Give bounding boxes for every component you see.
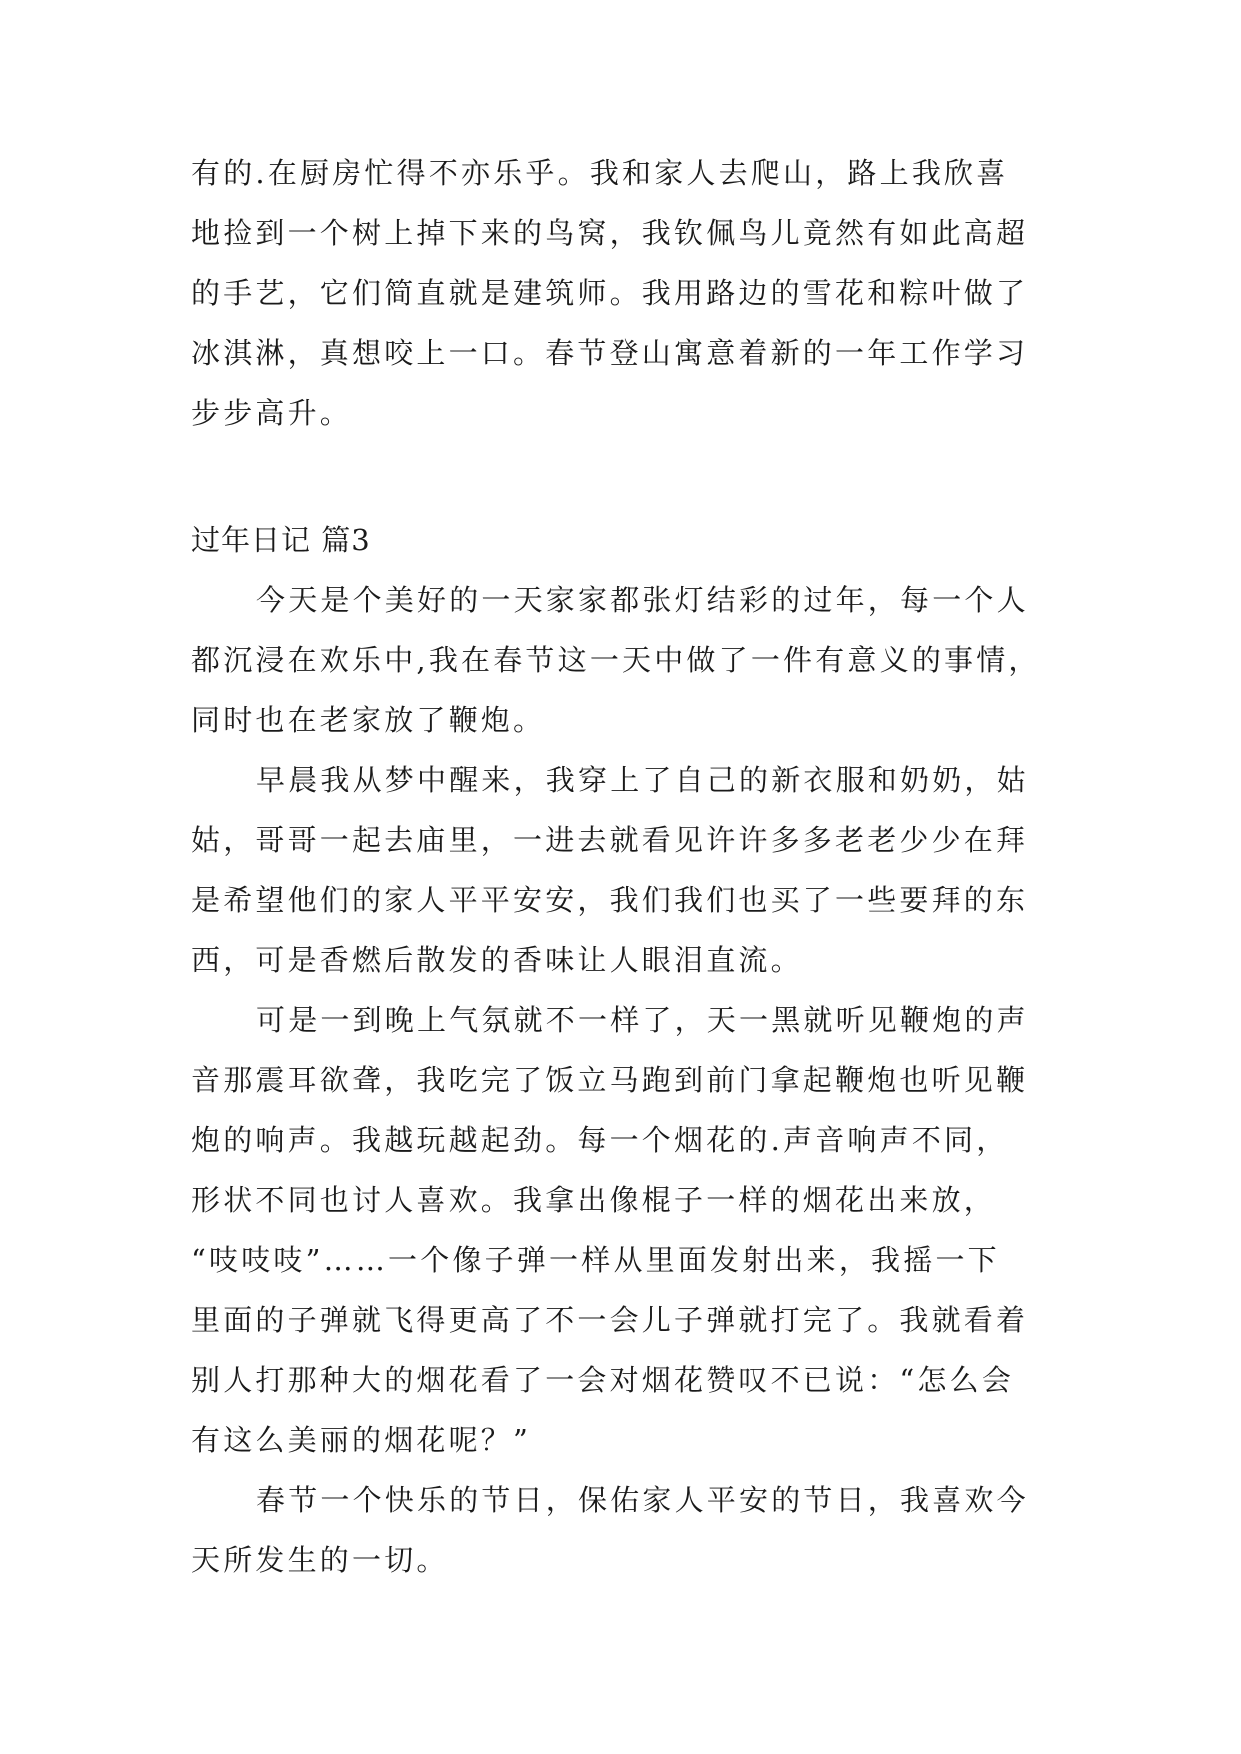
text-line: 今天是个美好的一天家家都张灯结彩的过年，每一个人	[256, 583, 1029, 617]
text-line: 姑，哥哥一起去庙里，一进去就看见许许多多老老少少在拜	[191, 823, 1029, 857]
text-line: 冰淇淋，真想咬上一口。春节登山寓意着新的一年工作学习	[191, 336, 1029, 370]
text-line: 有这么美丽的烟花呢？”	[191, 1423, 532, 1457]
text-line: 是希望他们的家人平平安安，我们我们也买了一些要拜的东	[191, 883, 1029, 917]
paragraph-4	[191, 1470, 1061, 1590]
text-line: “吱吱吱”……一个像子弹一样从里面发射出来，我摇一下	[191, 1243, 1000, 1277]
text-line: 天所发生的一切。	[191, 1543, 449, 1577]
paragraph-2	[191, 750, 1061, 990]
text-line: 地捡到一个树上掉下来的鸟窝，我钦佩鸟儿竟然有如此高超	[191, 216, 1029, 250]
text-line: 形状不同也讨人喜欢。我拿出像棍子一样的烟花出来放，	[191, 1183, 997, 1217]
text-line: 里面的子弹就飞得更高了不一会儿子弹就打完了。我就看着	[191, 1303, 1029, 1337]
text-line: 的手艺，它们简直就是建筑师。我用路边的雪花和粽叶做了	[191, 276, 1029, 310]
text-line: 音那震耳欲聋，我吃完了饭立马跑到前门拿起鞭炮也听见鞭	[191, 1063, 1029, 1097]
text-line: 炮的响声。我越玩越起劲。每一个烟花的.声音响声不同，	[191, 1123, 1009, 1157]
text-line: 春节一个快乐的节日，保佑家人平安的节日，我喜欢今	[256, 1483, 1029, 1517]
text-line: 都沉浸在欢乐中,我在春节这一天中做了一件有意义的事情，	[191, 643, 1041, 677]
paragraph-1	[191, 570, 1061, 750]
text-line: 有的.在厨房忙得不亦乐乎。我和家人去爬山，路上我欣喜	[191, 156, 1009, 190]
text-line: 可是一到晚上气氛就不一样了，天一黑就听见鞭炮的声	[256, 1003, 1029, 1037]
text-line: 早晨我从梦中醒来，我穿上了自己的新衣服和奶奶，姑	[256, 763, 1029, 797]
text-line: 同时也在老家放了鞭炮。	[191, 703, 546, 737]
continuation-paragraph	[191, 143, 1061, 443]
diary-section	[191, 510, 1061, 1590]
text-line: 别人打那种大的烟花看了一会对烟花赞叹不已说：“怎么会	[191, 1363, 1015, 1397]
section-title: 过年日记 篇3	[191, 523, 371, 557]
text-line: 步步高升。	[191, 396, 353, 430]
text-line: 西，可是香燃后散发的香味让人眼泪直流。	[191, 943, 803, 977]
paragraph-3	[191, 990, 1061, 1470]
